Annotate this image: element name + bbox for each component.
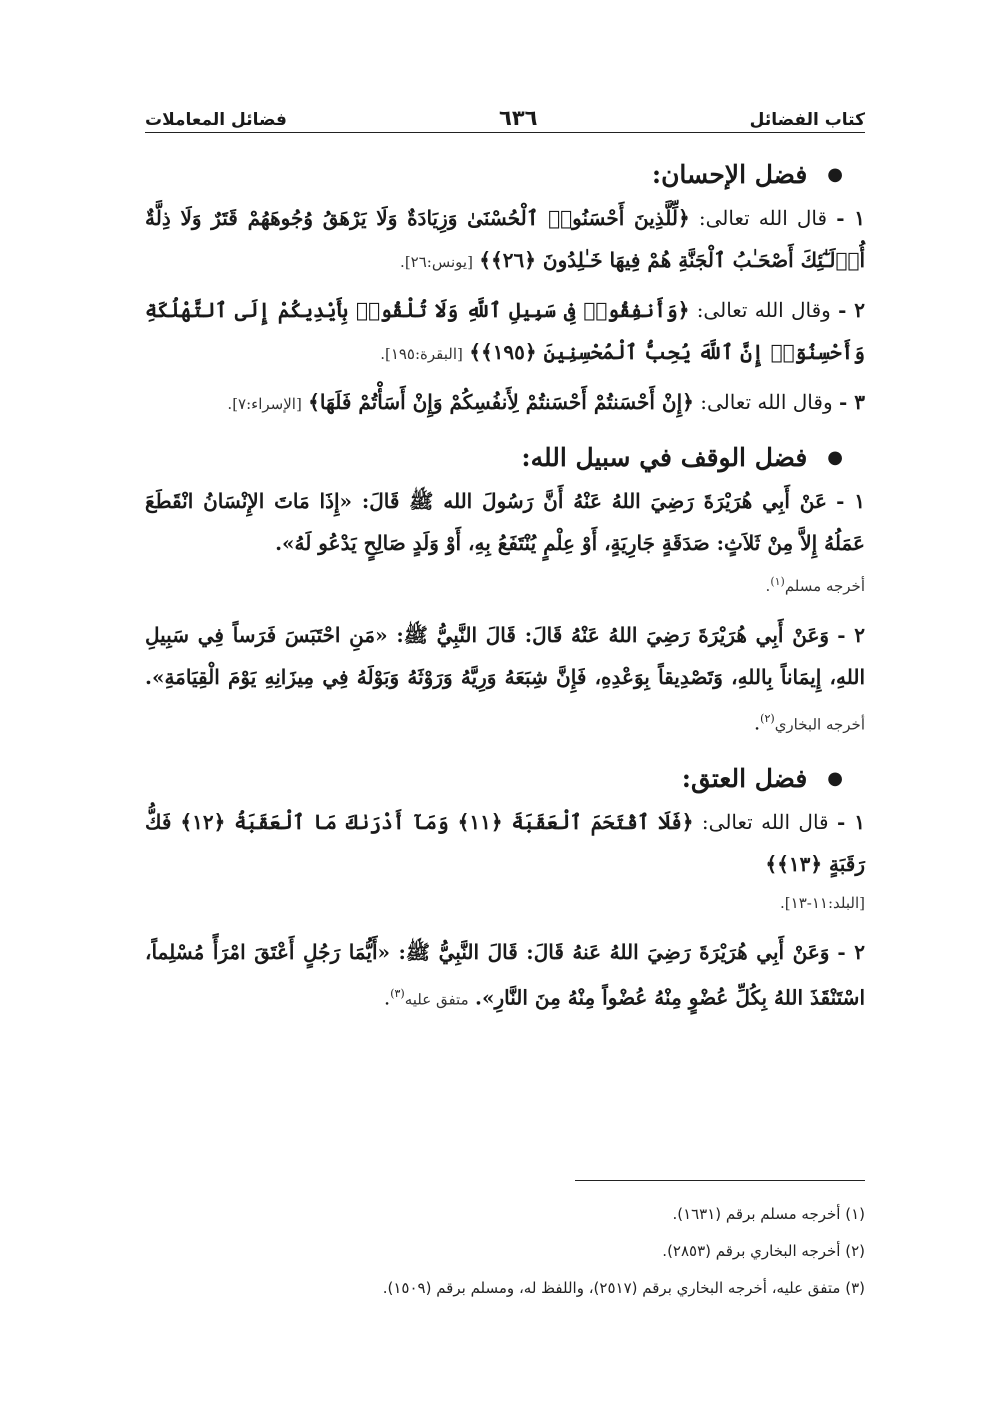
section-heading-ihsan (145, 160, 865, 189)
spacer (145, 752, 865, 764)
quran-verse: ﴿فَلَا ٱقْتَحَمَ ٱلْعَقَبَةَ ﴿١١﴾ وَمَآ أَدْرَىٰكَ مَا ٱلْعَقَبَةُ ﴿١٢﴾ فَكُّ رَقَبَةٍ ﴿١٣﴾﴾ (145, 809, 865, 876)
bullet-icon: ● (827, 447, 843, 468)
item-number: ١ - (837, 809, 866, 834)
book-title: كتاب الفضائل (749, 110, 865, 130)
footnote-marker: (٣) (390, 986, 405, 1000)
verse-reference: [البقرة:١٩٥]. (380, 345, 463, 363)
verse-item (145, 801, 865, 885)
spacer (145, 431, 865, 443)
header-divider (145, 132, 865, 133)
footnote-item: (٣) متفق عليه، أخرجه البخاري برقم (٢٥١٧)، واللفظ له، ومسلم برقم (١٥٠٩). (382, 1279, 865, 1297)
hadith-text: وَعَنْ أَبِي هُرَيْرَةَ رَضِيَ اللهُ عَنْهُ قَالَ: قَالَ النَّبِيُّ ﷺ: «مَنِ احْتَبَسَ فَرَساً فِي سَبِيلِ اللهِ، إِيمَاناً بِاللهِ، وَتَصْدِيقاً بِوَعْدِهِ، فَإِنَّ شِبَعَهُ وَرِيَّهُ وَرَوْثَهُ وَبَوْلَهُ فِي مِيزَانِهِ يَوْمَ الْقِيَامَةِ». (145, 623, 865, 689)
section-heading-text: فضل العتق: (681, 763, 808, 793)
item-number: ٢ - (838, 298, 865, 322)
item-intro: قال الله تعالى: (701, 809, 829, 834)
footnotes (145, 1196, 865, 1307)
footnote-marker: (٢) (760, 712, 775, 725)
source-text: أخرجه البخاري (774, 715, 865, 734)
verse-reference: [الإسراء:٧]. (227, 395, 302, 413)
section-heading-text: فضل الإحسان: (651, 160, 808, 189)
verse-item (145, 289, 865, 375)
verse-reference-line (145, 885, 865, 921)
verse-item (145, 381, 865, 425)
footnote-item: (٢) أخرجه البخاري برقم (٢٨٥٣). (662, 1242, 865, 1260)
item-intro: وقال الله تعالى: (700, 390, 833, 414)
quran-verse: ﴿لِّلَّذِينَ أَحْسَنُوا۟ ٱلْحُسْنَىٰ وَزِيَادَةٌ وَلَا يَرْهَقُ وُجُوهَهُمْ قَتَرٌ وَلَا ذِلَّةٌ أُو۟لَـٰٓئِكَ أَصْحَـٰبُ ٱلْجَنَّةِ هُمْ فِيهَا خَـٰلِدُونَ ﴿٢٦﴾﴾ (145, 206, 865, 272)
footnote-divider (575, 1180, 865, 1181)
chapter-title: فضائل المعاملات (145, 110, 287, 130)
item-number: ١ - (836, 206, 865, 230)
verse-item (145, 197, 865, 283)
bullet-icon: ● (827, 164, 843, 185)
section-heading-waqf (145, 443, 865, 472)
running-header (145, 100, 865, 130)
item-number: ١ - (836, 489, 866, 513)
item-number: ٢ - (837, 623, 866, 647)
hadith-item (145, 480, 865, 564)
verse-reference: [يونس:٢٦]. (400, 253, 473, 271)
hadith-item: ٢ - وَعَنْ أَبِي هُرَيْرَةَ رَضِيَ اللهُ عَنهُ قَالَ: قَالَ النَّبِيُّ ﷺ: «أَيُّمَا رَجُلٍ أَعْتَقَ امْرَأً مُسْلِماً، اسْتَنْقَذَ اللهُ بِكُلِّ عُضْوٍ مِنْهُ عُضْواً مِنْهُ مِنَ النَّارِ». متفق عليه$^{(٣)}$. (145, 939, 866, 1010)
source-text: أخرجه مسلم (784, 577, 865, 595)
quran-verse: ﴿وَأَنفِقُوا۟ فِى سَبِيلِ ٱللَّهِ وَلَا تُلْقُوا۟ بِأَيْدِيكُمْ إِلَى ٱلتَّهْلُكَةِ وَأَحْسِنُوٓا۟ إِنَّ ٱللَّهَ يُحِبُّ ٱلْمُحْسِنِينَ ﴿١٩٥﴾﴾ (145, 298, 865, 364)
page-number: ٦٣٦ (499, 106, 538, 130)
footnote-marker: (١) (770, 575, 785, 588)
page-body (145, 160, 865, 1026)
source-text: متفق عليه (404, 990, 469, 1009)
item-intro: وقال الله تعالى: (696, 298, 831, 322)
bullet-icon: ● (827, 767, 843, 789)
hadith-text: وَعَنْ أَبِي هُرَيْرَةَ رَضِيَ اللهُ عَنهُ قَالَ: قَالَ النَّبِيُّ ﷺ: «أَيُّمَا رَجُلٍ أَعْتَقَ امْرَأً مُسْلِماً، اسْتَنْقَذَ اللهُ بِكُلِّ عُضْوٍ مِنْهُ عُضْواً مِنْهُ مِنَ النَّارِ». (145, 939, 865, 1010)
hadith-text: عَنْ أَبِي هُرَيْرَةَ رَضِيَ اللهُ عَنْهُ أَنَّ رَسُولَ الله ﷺ قَالَ: «إِذَا مَاتَ الإِنْسَانُ انْقَطَعَ عَمَلُهُ إِلاَّ مِنْ ثَلاَثٍ: صَدَقَةٍ جَارِيَةٍ، أَوْ عِلْمٍ يُنْتَفَعُ بِهِ، أَوْ وَلَدٍ صَالِحٍ يَدْعُو لَهُ». (145, 489, 865, 555)
section-heading-itq (145, 764, 865, 793)
item-number: ٣ - (838, 390, 865, 414)
item-intro: قال الله تعالى: (698, 206, 828, 230)
footnote-item: (١) أخرجه مسلم برقم (١٦٣١). (672, 1205, 865, 1223)
verse-reference: [البلد:١١-١٣]. (780, 893, 865, 912)
hadith-source: أخرجه مسلم$^{(١)}$. (765, 575, 865, 595)
section-heading-text: فضل الوقف في سبيل الله: (521, 443, 808, 472)
hadith-item: ٢ - وَعَنْ أَبِي هُرَيْرَةَ رَضِيَ اللهُ عَنْهُ قَالَ: قَالَ النَّبِيُّ ﷺ: «مَنِ احْتَبَسَ فَرَساً فِي سَبِيلِ اللهِ، إِيمَاناً بِاللهِ، وَتَصْدِيقاً بِوَعْدِهِ، فَإِنَّ شِبَعَهُ وَرِيَّهُ وَرَوْثَهُ وَبَوْلَهُ فِي مِيزَانِهِ يَوْمَ الْقِيَامَةِ». أخرجه البخاري$^{(٢)}$. (145, 623, 866, 735)
item-number: ٢ - (837, 939, 866, 964)
quran-verse: ﴿إِنْ أَحْسَنتُمْ أَحْسَنتُمْ لِأَنفُسِكُمْ وَإِنْ أَسَأْتُمْ فَلَهَا﴾ (308, 390, 694, 414)
